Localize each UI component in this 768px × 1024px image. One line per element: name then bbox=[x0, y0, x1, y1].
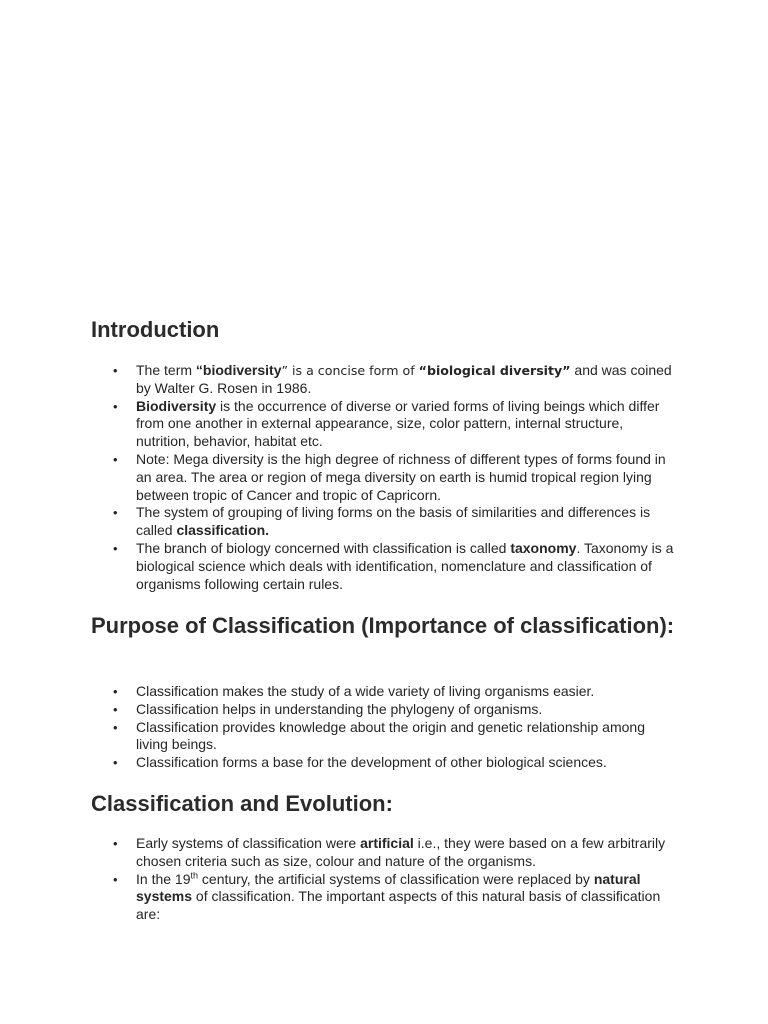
list-item: • Classification makes the study of a wide variety of living organisms easier. bbox=[0, 683, 768, 701]
text: and was coined by Walter G. Rosen in 1986. bbox=[136, 362, 672, 396]
evolution-list bbox=[0, 835, 768, 924]
text: . Taxonomy is a biological science which deals with identification, nomenclature and classification of organisms following certain rules. bbox=[136, 539, 674, 592]
text: of classification. The important aspects of this natural basis of classification are: bbox=[136, 888, 661, 923]
bold-text: Biodiversity bbox=[136, 397, 217, 414]
bold-text: “biodiversity bbox=[195, 362, 282, 378]
list-item bbox=[0, 540, 768, 593]
list-item bbox=[0, 362, 768, 398]
list-item bbox=[0, 835, 768, 871]
list-item: • Classification forms a base for the development of other biological sciences. bbox=[0, 754, 768, 772]
bold-text: “biological diversity” bbox=[418, 363, 571, 378]
list-item bbox=[0, 451, 768, 504]
superscript: th bbox=[190, 869, 199, 880]
bold-text: artificial bbox=[360, 835, 414, 851]
purpose-list bbox=[0, 683, 768, 772]
text: ” is a concise form of bbox=[281, 363, 419, 378]
text: The branch of biology concerned with classification is called bbox=[136, 539, 511, 556]
bold-text: classification. bbox=[176, 522, 270, 539]
text: century, the artificial systems of classification were replaced by bbox=[198, 870, 594, 887]
text: i.e., they were based on a few arbitrarily chosen criteria such as size, colour and nature of the organisms. bbox=[136, 835, 666, 869]
list-item: • Classification provides knowledge about the origin and genetic relationship among living beings. bbox=[0, 719, 768, 755]
list-item bbox=[0, 504, 768, 540]
bold-text: taxonomy bbox=[510, 539, 577, 556]
introduction-list bbox=[0, 362, 768, 593]
text: The term bbox=[136, 362, 196, 378]
text: The system of grouping of living forms on the basis of similarities and differences is called bbox=[136, 504, 651, 539]
text: Early systems of classification were bbox=[136, 835, 361, 851]
bold-text: natural systems bbox=[136, 870, 641, 905]
section-heading-evolution: Classification and Evolution: bbox=[91, 791, 393, 816]
list-item: • Classification helps in understanding the phylogeny of organisms. bbox=[0, 701, 768, 719]
text: is the occurrence of diverse or varied forms of living beings which differ from one another in external appearance, size, color pattern, internal structure, nutrition, behavior, habitat etc. bbox=[136, 397, 660, 450]
text: In the 19 bbox=[136, 870, 191, 887]
section-heading-introduction: Introduction bbox=[91, 317, 220, 342]
text: Note: Mega diversity is the high degree of richness of different types of forms found in an area. The area or region of mega diversity on earth is humid tropical region lying between tropic of Cancer and tropic of Capricorn. bbox=[136, 450, 666, 503]
section-heading-purpose: Purpose of Classification (Importance of classification): bbox=[91, 613, 675, 638]
list-item bbox=[0, 871, 768, 924]
list-item bbox=[0, 398, 768, 451]
